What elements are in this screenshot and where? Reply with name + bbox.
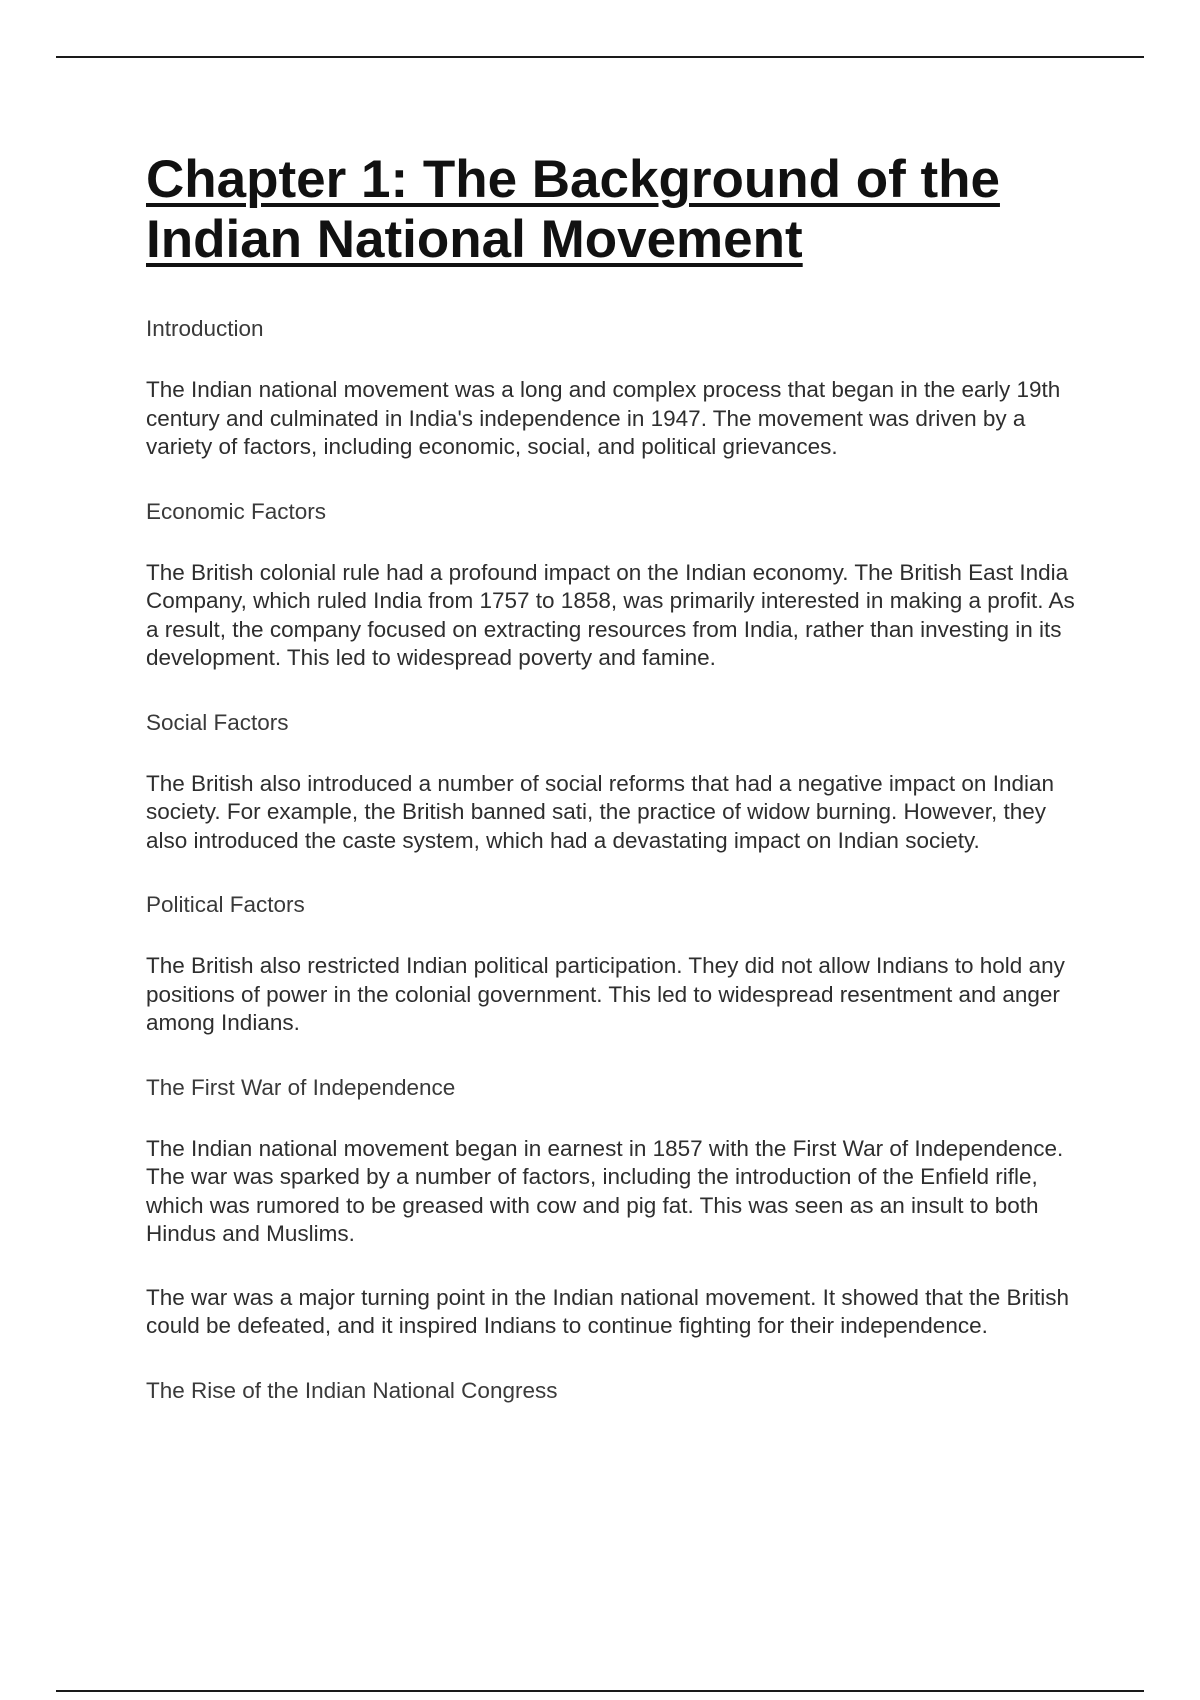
top-rule (56, 56, 1144, 58)
paragraph-social-factors: The British also introduced a number of social reforms that had a negative impact on Indian society. For example, the British banned sati, the practice of widow burning. However, they also introduced the caste system, which had a devastating impact on Indian society. (146, 770, 1054, 853)
paragraph-first-war-1: The Indian national movement began in earnest in 1857 with the First War of Independence. The war was sparked by a number of factors, including the introduction of the Enfield rifle, which was rumored to be greased with cow and pig fat. This was seen as an insult to both Hindus and Muslims. (146, 1135, 1064, 1246)
chapter-title: Chapter 1: The Background of the Indian National Movement (146, 150, 1000, 269)
paragraph-economic-factors: The British colonial rule had a profound impact on the Indian economy. The British East India Company, which ruled India from 1757 to 1858, was primarily interested in making a profit. As a result, the company focused on extracting resources from India, rather than investing in its development. This led to widespread poverty and famine. (146, 559, 1075, 670)
paragraph-political-factors: The British also restricted Indian political participation. They did not allow Indians to hold any positions of power in the colonial government. This led to widespread resentment and anger among Indians. (146, 953, 1065, 1035)
section-heading-political-factors: Political Factors (146, 892, 305, 917)
paragraph-introduction: The Indian national movement was a long and complex process that began in the early 19th century and culminated in India's independence in 1947. The movement was driven by a variety of factors, including economic, social, and political grievances. (146, 377, 1061, 459)
page-content (146, 150, 1076, 1405)
section-heading-social-factors: Social Factors (146, 709, 289, 735)
bottom-rule (56, 1690, 1144, 1692)
section-heading-economic-factors: Economic Factors (146, 498, 327, 524)
section-heading-indian-national-congress: The Rise of the Indian National Congress (146, 1377, 558, 1403)
section-heading-introduction: Introduction (146, 316, 264, 341)
paragraph-first-war-2: The war was a major turning point in the Indian national movement. It showed that the British could be defeated, and it inspired Indians to continue fighting for their independence. (146, 1284, 1069, 1338)
section-heading-first-war: The First War of Independence (146, 1074, 456, 1100)
